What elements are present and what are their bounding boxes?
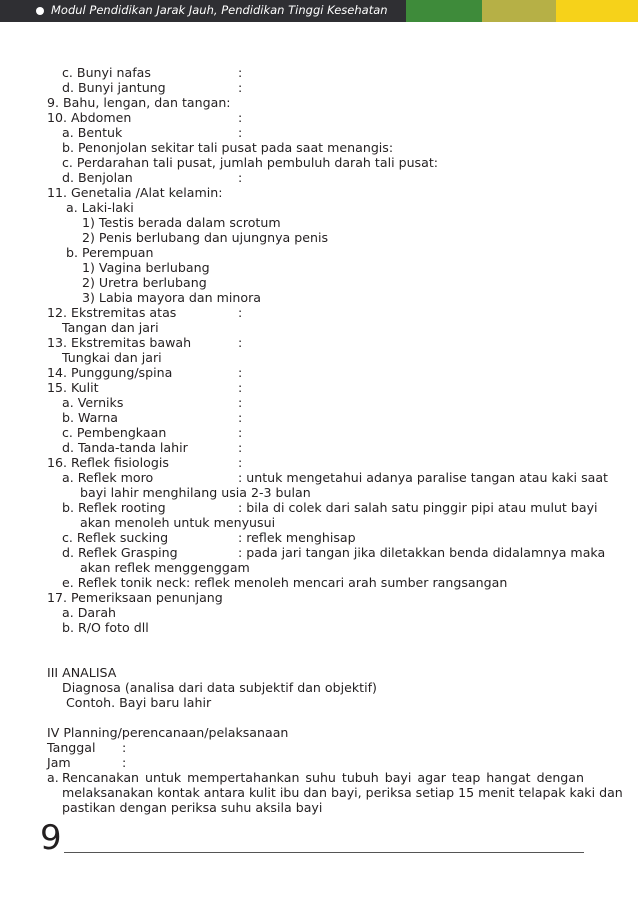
item-13: 13. Ekstremitas bawah <box>47 335 192 350</box>
item-reflek-grasping: d. Reflek Grasping <box>62 545 178 560</box>
colon: : <box>238 65 243 80</box>
reflek-grasping-desc: : pada jari tangan jika diletakkan benda didalamnya maka <box>238 545 606 560</box>
colon: : <box>238 365 243 380</box>
item-warna: b. Warna <box>62 410 119 425</box>
colon: : <box>238 440 243 455</box>
item-11: 11. Genetalia /Alat kelamin: <box>47 185 223 200</box>
colon: : <box>122 740 127 755</box>
header-title: Modul Pendidikan Jarak Jauh, Pendidikan Tinggi Kesehatan <box>51 3 388 17</box>
reflek-sucking-desc: : reflek menghisap <box>238 530 356 545</box>
item-14: 14. Punggung/spina <box>47 365 173 380</box>
item-pembengkaan: c. Pembengkaan <box>62 425 167 440</box>
item-perdarahan: c. Perdarahan tali pusat, jumlah pembuluh darah tali pusat: <box>62 155 439 170</box>
footer-rule <box>64 852 584 853</box>
item-bunyi-jantung: d. Bunyi jantung <box>62 80 166 95</box>
label-jam: Jam <box>47 755 71 770</box>
colon: : <box>122 755 127 770</box>
item-reflek-tonik: e. Reflek tonik neck: reflek menoleh mencari arah sumber rangsangan <box>62 575 508 590</box>
item-bentuk: a. Bentuk <box>62 125 123 140</box>
item-laki-1: 1) Testis berada dalam scrotum <box>82 215 281 230</box>
item-darah: a. Darah <box>62 605 117 620</box>
colon: : <box>238 395 243 410</box>
page-number: 9 <box>40 818 62 858</box>
rencana-line-3: pastikan dengan periksa suhu aksila bayi <box>62 800 323 815</box>
item-ro-foto: b. R/O foto dll <box>62 620 149 635</box>
section-planning-heading: IV Planning/perencanaan/pelaksanaan <box>47 725 289 740</box>
item-reflek-rooting: b. Reflek rooting <box>62 500 166 515</box>
colon: : <box>238 110 243 125</box>
colon: : <box>238 80 243 95</box>
item-benjolan: d. Benjolan <box>62 170 133 185</box>
reflek-moro-cont: bayi lahir menghilang usia 2-3 bulan <box>80 485 311 500</box>
header-bar <box>0 0 638 22</box>
item-a-label: a. <box>47 770 59 785</box>
item-perempuan: b. Perempuan <box>66 245 154 260</box>
item-13-sub: Tungkai dan jari <box>62 350 162 365</box>
analisa-contoh: Contoh. Bayi baru lahir <box>66 695 212 710</box>
colon: : <box>238 380 243 395</box>
item-reflek-sucking: c. Reflek sucking <box>62 530 169 545</box>
analisa-diagnosa: Diagnosa (analisa dari data subjektif dan objektif) <box>62 680 377 695</box>
item-perempuan-3: 3) Labia mayora dan minora <box>82 290 261 305</box>
rencana-line-1: Rencanakan untuk mempertahankan suhu tubuh bayi agar teap hangat dengan <box>62 770 584 785</box>
item-12: 12. Ekstremitas atas <box>47 305 177 320</box>
colon: : <box>238 305 243 320</box>
bullet-icon <box>36 7 44 15</box>
item-verniks: a. Verniks <box>62 395 124 410</box>
item-10: 10. Abdomen <box>47 110 132 125</box>
rencana-line-2: melaksanakan kontak antara kulit ibu dan bayi, periksa setiap 15 menit telapak kaki dan <box>62 785 623 800</box>
colon: : <box>238 125 243 140</box>
reflek-rooting-desc: : bila di colek dari salah satu pinggir pipi atau mulut bayi <box>238 500 598 515</box>
item-15: 15. Kulit <box>47 380 99 395</box>
item-perempuan-2: 2) Uretra berlubang <box>82 275 207 290</box>
colon: : <box>238 425 243 440</box>
item-laki-laki: a. Laki-laki <box>66 200 134 215</box>
item-penonjolan: b. Penonjolan sekitar tali pusat pada saat menangis: <box>62 140 394 155</box>
colon: : <box>238 170 243 185</box>
item-12-sub: Tangan dan jari <box>62 320 159 335</box>
item-bunyi-nafas: c. Bunyi nafas <box>62 65 151 80</box>
colon: : <box>238 335 243 350</box>
section-analisa-heading: III ANALISA <box>47 665 117 680</box>
header-green-segment <box>406 0 482 22</box>
item-reflek-moro: a. Reflek moro <box>62 470 154 485</box>
item-laki-2: 2) Penis berlubang dan ujungnya penis <box>82 230 329 245</box>
header-yellow-segment <box>556 0 638 22</box>
item-9: 9. Bahu, lengan, dan tangan: <box>47 95 231 110</box>
colon: : <box>238 410 243 425</box>
item-16: 16. Reflek fisiologis <box>47 455 169 470</box>
item-17: 17. Pemeriksaan penunjang <box>47 590 223 605</box>
colon: : <box>238 455 243 470</box>
reflek-grasping-cont: akan reflek menggenggam <box>80 560 250 575</box>
item-perempuan-1: 1) Vagina berlubang <box>82 260 210 275</box>
reflek-rooting-cont: akan menoleh untuk menyusui <box>80 515 276 530</box>
reflek-moro-desc: : untuk mengetahui adanya paralise tangan atau kaki saat <box>238 470 608 485</box>
header-olive-segment <box>482 0 556 22</box>
label-tanggal: Tanggal <box>47 740 96 755</box>
item-tanda-lahir: d. Tanda-tanda lahir <box>62 440 188 455</box>
